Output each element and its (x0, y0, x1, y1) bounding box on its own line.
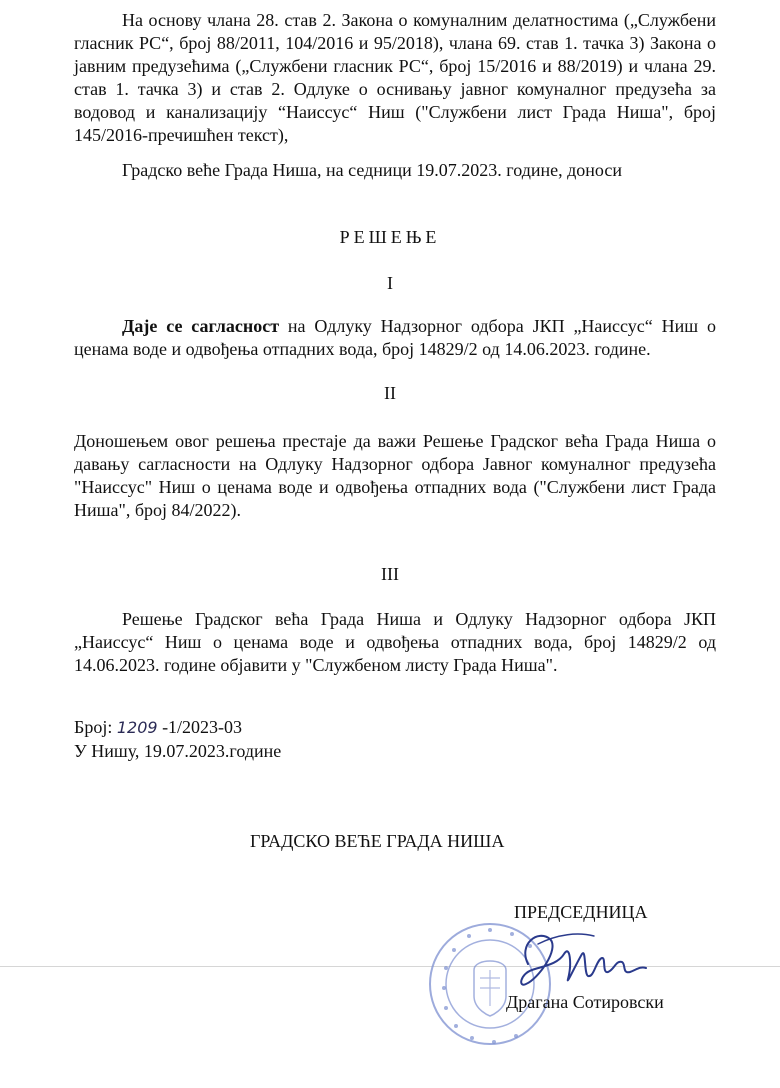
place-date: У Нишу, 19.07.2023.године (74, 741, 282, 761)
section-2-paragraph: Доношењем овог решења престаје да важи Решење Градског већа Града Ниша о давању сагласности на Одлуку Надзорног одбора Јавног комуналног предузећа "Наиссус" Ниш о ценама воде и одвођења отпадних вода ("Службени лист Града Ниша", број 84/2022). (74, 431, 716, 520)
section-2-numeral: II (384, 383, 396, 403)
decision-title: РЕШЕЊЕ (339, 227, 441, 247)
reference-suffix: -1/2023-03 (162, 717, 243, 737)
council-line: Градско веће Града Ниша, на седници 19.07.2023. године, доноси (122, 160, 622, 180)
handwritten-number: 1209 (116, 718, 158, 737)
preamble-paragraph: На основу члана 28. став 2. Закона о комуналним делатностима („Службени гласник РС“, број 88/2011, 104/2016 и 95/2018), члана 69. став 1. тачка 3) Закона о јавним предузећима („Службени гласник РС“, број 15/2016 и 88/2019) и члана 29. став 1. тачка 3) и став 2. Одлуке о оснивању јавног комуналног предузећа за водовод и канализацију “Наиссус“ Ниш ("Службени лист Града Ниша", број 145/2016-пречишћен текст), (74, 10, 716, 145)
reference-number (74, 717, 242, 738)
scan-divider-line (0, 966, 780, 967)
section-3-numeral: III (381, 564, 399, 584)
signatory-name: Драгана Сотировски (506, 992, 664, 1012)
signatory-role: ПРЕДСЕДНИЦА (514, 902, 648, 922)
section-1-numeral: I (387, 273, 393, 293)
authority-name: ГРАДСКО ВЕЋЕ ГРАДА НИША (250, 831, 505, 851)
section-1-bold-lead: Даје се сагласност (122, 316, 280, 336)
section-1-paragraph (74, 315, 716, 361)
reference-label: Број: (74, 717, 113, 737)
section-3-paragraph: Решење Градског већа Града Ниша и Одлуку Надзорног одбора ЈКП „Наиссус“ Ниш о ценама воде и одвођења отпадних вода, број 14829/2 од 14.06.2023. године објавити у "Службеном листу Града Ниша". (74, 609, 716, 675)
section-1-text: на Одлуку Надзорног одбора ЈКП „Наиссус“ Ниш о ценама воде и одвођења отпадних вода, број 14829/2 од 14.06.2023. године. (74, 316, 716, 359)
